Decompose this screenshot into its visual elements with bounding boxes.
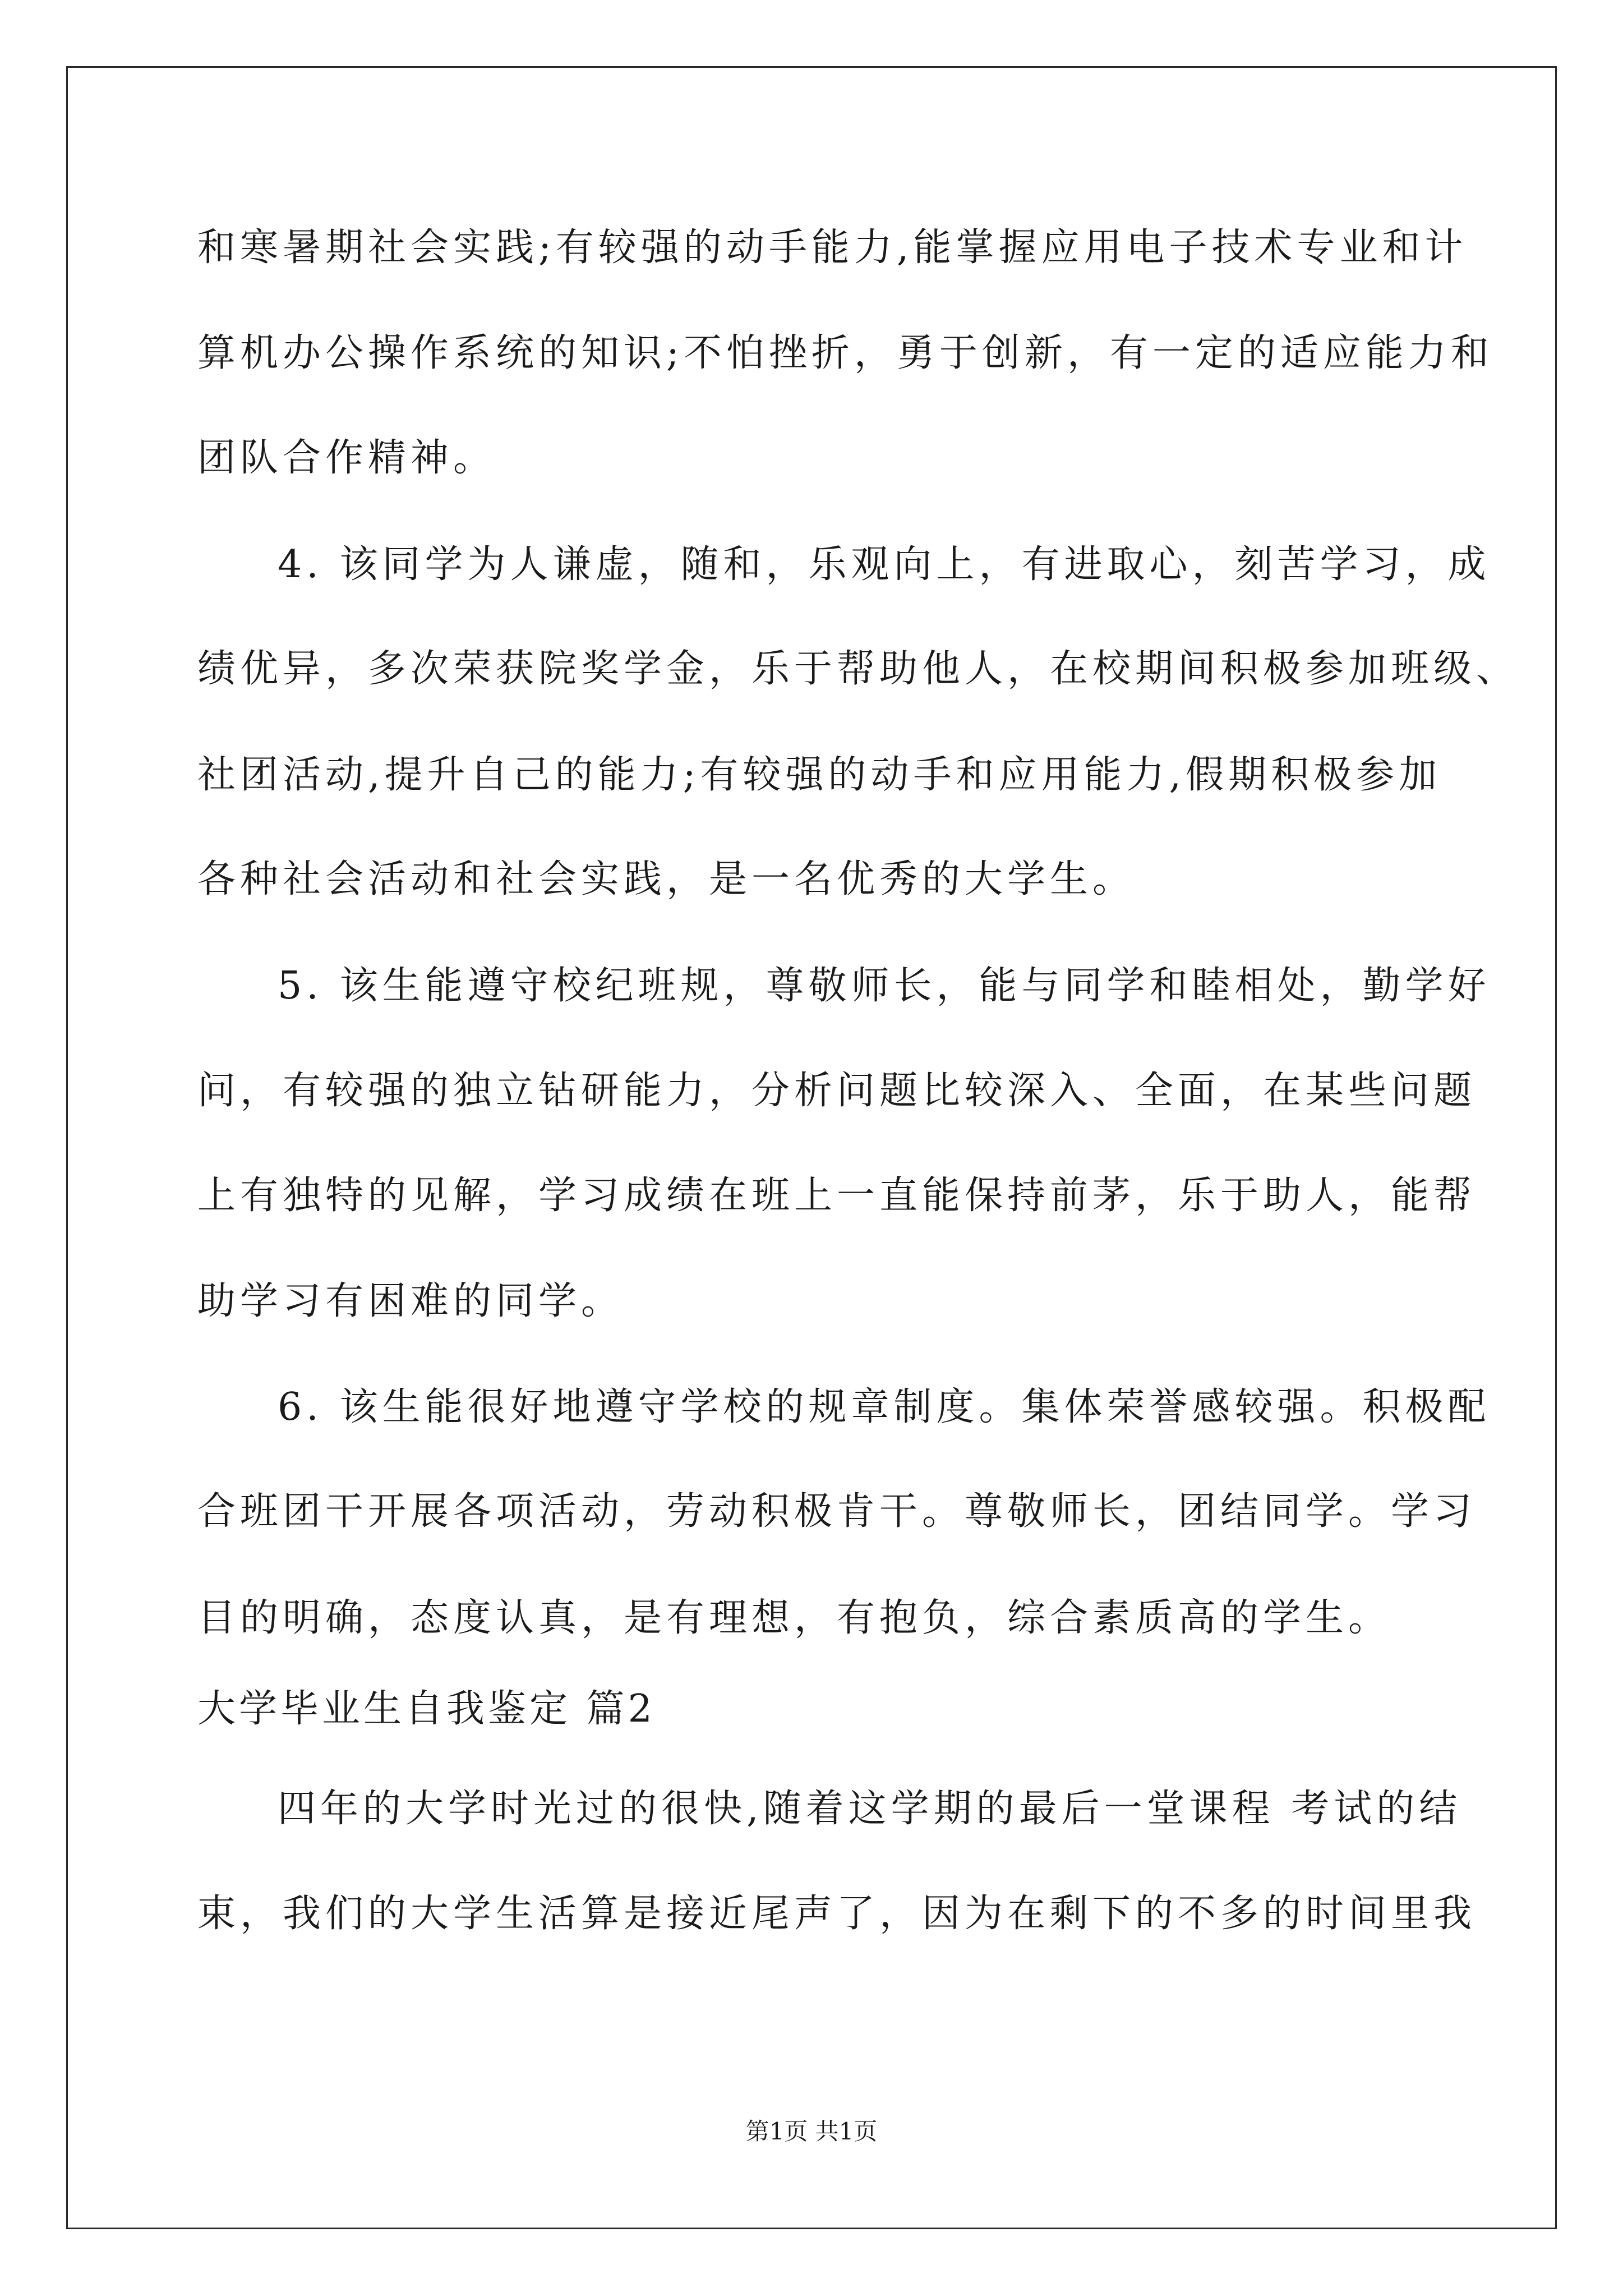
text-line: 社团活动,提升自己的能力;有较强的动手和应用能力,假期积极参加 [197,753,1442,797]
text-line: 束，我们的大学生活算是接近尾声了，因为在剩下的不多的时间里我 [197,1892,1477,1936]
text-line: 合班团干开展各项活动，劳动积极肯干。尊敬师长，团结同学。学习 [197,1489,1477,1534]
list-item-4-line: 4. 该同学为人谦虚，随和，乐观向上，有进取心，刻苦学习，成 [278,542,1491,587]
list-item-6-line: 6. 该生能很好地遵守学校的规章制度。集体荣誉感较强。积极配 [278,1385,1491,1429]
page-footer: 第1页 共1页 [745,2118,878,2145]
section-heading: 大学毕业生自我鉴定 篇2 [197,1687,656,1731]
text-line: 各种社会活动和社会实践，是一名优秀的大学生。 [197,857,1136,901]
text-line: 和寒暑期社会实践;有较强的动手能力,能掌握应用电子技术专业和计 [197,226,1468,270]
text-line: 上有独特的见解，学习成绩在班上一直能保持前茅，乐于助人，能帮 [197,1174,1477,1218]
text-line: 问，有较强的独立钻研能力，分析问题比较深入、全面，在某些问题 [197,1069,1477,1113]
text-line: 绩优异，多次荣获院奖学金，乐于帮助他人，在校期间积极参加班级、 [197,647,1519,691]
text-line: 团队合作精神。 [197,436,496,480]
text-line: 助学习有困难的同学。 [197,1279,624,1323]
text-line: 算机办公操作系统的知识;不怕挫折，勇于创新，有一定的适应能力和 [197,331,1493,375]
text-line: 目的明确，态度认真，是有理想，有抱负，综合素质高的学生。 [197,1596,1391,1640]
list-item-5-line: 5. 该生能遵守校纪班规，尊敬师长，能与同学和睦相处，勤学好 [278,964,1491,1008]
paragraph-line: 四年的大学时光过的很快,随着这学期的最后一堂课程 考试的结 [278,1787,1462,1831]
